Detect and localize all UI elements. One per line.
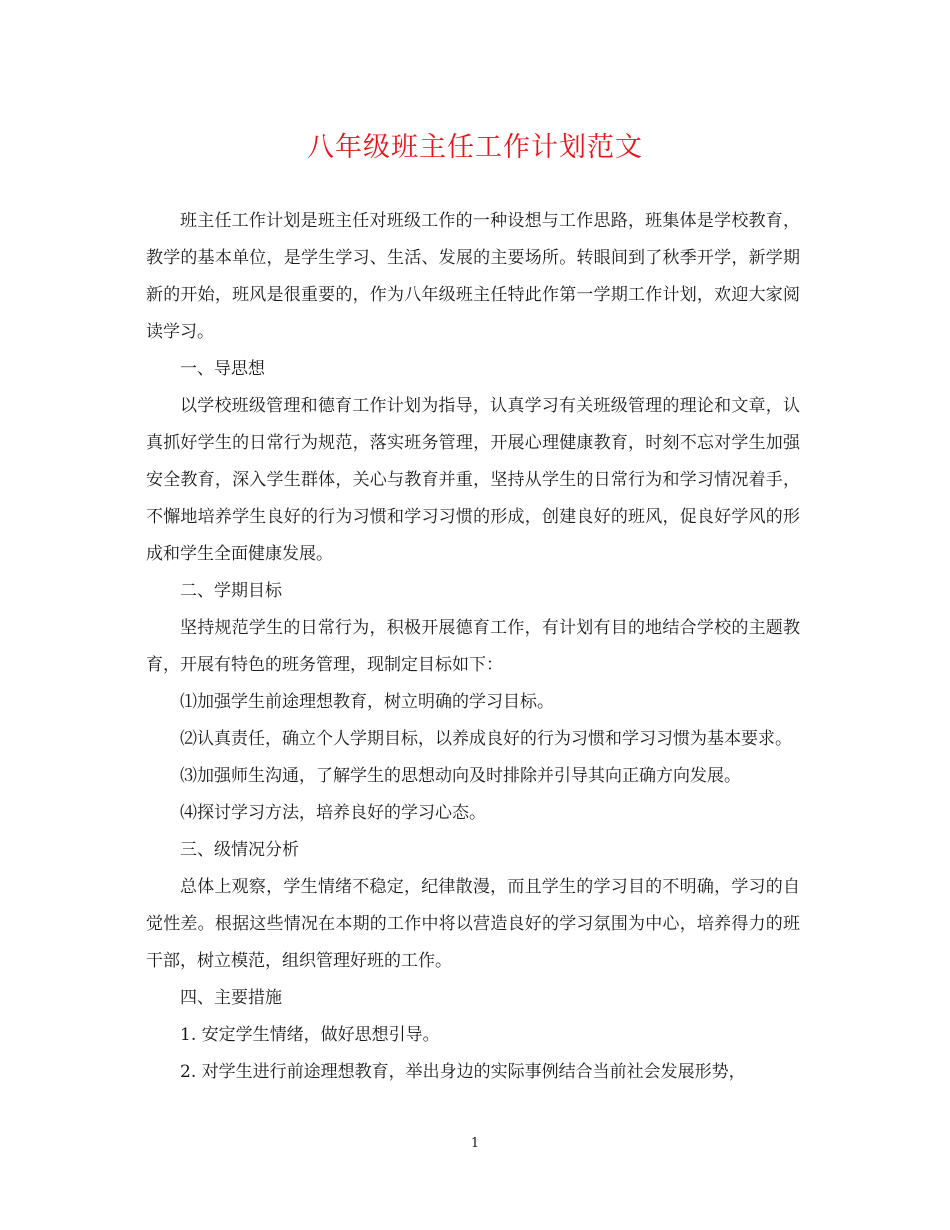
measure-item-2: 2. 对学生进行前途理想教育，举出身边的实际事例结合当前社会发展形势， [180,1062,746,1082]
goal-item-4: ⑷探讨学习方法，培养良好的学习心态。 [180,803,486,823]
page-number: 1 [470,1136,480,1151]
goal-item-3: ⑶加强师生沟通，了解学生的思想动向及时排除并引导其向正确方向发展。 [180,766,741,786]
intro-paragraph: 班主任工作计划是班主任对班级工作的一种设想与工作思路，班集体是学校教育，教学的基本单位，是学生学习、生活、发展的主要场所。转眼间到了秋季开学，新学期新的开始，班风是很重要的，作为八年级班主任特此作第一学期工作计划，欢迎大家阅读学习。 [146,211,800,342]
guiding-thought-paragraph: 以学校班级管理和德育工作计划为指导，认真学习有关班级管理的理论和文章，认真抓好学生的日常行为规范，落实班务管理，开展心理健康教育，时刻不忘对学生加强安全教育，深入学生群体，关心与教育并重，坚持从学生的日常行为和学习情况着手，不懈地培养学生良好的行为习惯和学习习惯的形成，创建良好的班风，促良好学风的形成和学生全面健康发展。 [146,396,800,564]
document-body [146,203,800,1091]
measure-item-1: 1. 安定学生情绪，做好思想引导。 [180,1025,440,1045]
section-heading-main-measures: 四、主要措施 [180,988,282,1008]
class-analysis-paragraph: 总体上观察，学生情绪不稳定，纪律散漫，而且学生的学习目的不明确，学习的自觉性差。根据这些情况在本期的工作中将以营造良好的学习氛围为中心，培养得力的班干部，树立模范，组织管理好班的工作。 [146,877,800,971]
semester-goals-paragraph: 坚持规范学生的日常行为，积极开展德育工作，有计划有目的地结合学校的主题教育，开展有特色的班务管理，现制定目标如下： [146,618,800,675]
goal-item-1: ⑴加强学生前途理想教育，树立明确的学习目标。 [180,692,554,712]
section-heading-class-analysis: 三、级情况分析 [180,840,299,860]
section-heading-guiding-thought: 一、导思想 [180,359,265,379]
goal-item-2: ⑵认真责任，确立个人学期目标，以养成良好的行为习惯和学习习惯为基本要求。 [180,729,792,749]
document-title: 八年级班主任工作计划范文 [307,132,643,163]
section-heading-semester-goals: 二、学期目标 [180,581,282,601]
